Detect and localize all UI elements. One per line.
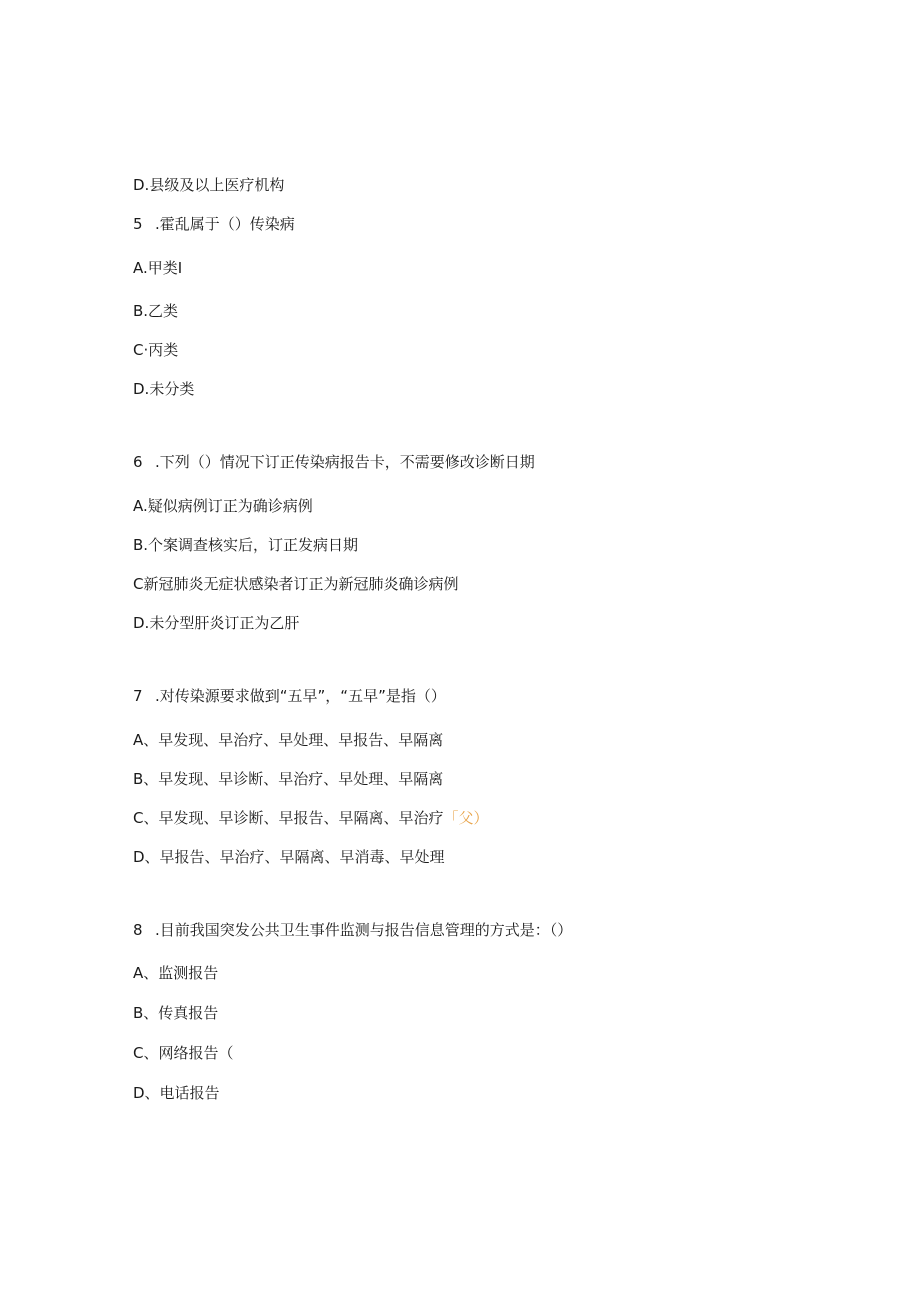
question-6-option-c: C新冠肺炎无症状感染者订正为新冠肺炎确诊病例 xyxy=(133,575,459,593)
question-6-option-d: D.未分型肝炎订正为乙肝 xyxy=(133,614,300,632)
question-number: 5 xyxy=(133,215,143,233)
question-8-option-a: A、监测报告 xyxy=(133,964,219,982)
question-7-option-c xyxy=(133,808,489,828)
question-7-option-b: B、早发现、早诊断、早治疗、早处理、早隔离 xyxy=(133,770,444,788)
question-text: .对传染源要求做到“五早”，“五早”是指（） xyxy=(155,687,446,705)
question-5-option-c: C·丙类 xyxy=(133,341,179,359)
question-7-option-d: D、早报告、早治疗、早隔离、早消毒、早处理 xyxy=(133,848,445,866)
question-text: .下列（）情况下订正传染病报告卡，不需要修改诊断日期 xyxy=(155,453,535,471)
question-6-option-a: A.疑似病例订正为确诊病例 xyxy=(133,497,313,515)
question-5-option-a: A.甲类I xyxy=(133,259,183,277)
question-8-stem xyxy=(133,920,572,940)
answer-mark: 「父） xyxy=(443,809,489,827)
question-5-stem xyxy=(133,214,295,234)
question-8-option-b: B、传真报告 xyxy=(133,1004,219,1022)
question-8-option-d: D、电话报告 xyxy=(133,1084,220,1102)
question-7-stem xyxy=(133,686,446,706)
question-text: .霍乱属于（）传染病 xyxy=(155,215,295,233)
question-6-option-b: B.个案调查核实后，订正发病日期 xyxy=(133,536,359,554)
option-text: C、早发现、早诊断、早报告、早隔离、早治疗 xyxy=(133,809,444,827)
question-5-option-b: B.乙类 xyxy=(133,302,179,320)
question-7-option-a: A、早发现、早治疗、早处理、早报告、早隔离 xyxy=(133,731,444,749)
question-4-option-d: D.县级及以上医疗机构 xyxy=(133,176,285,194)
question-number: 6 xyxy=(133,453,143,471)
question-number: 7 xyxy=(133,687,143,705)
question-8-option-c: C、网络报告（ xyxy=(133,1044,234,1062)
question-number: 8 xyxy=(133,921,143,939)
question-5-option-d: D.未分类 xyxy=(133,380,195,398)
question-6-stem xyxy=(133,452,535,472)
question-text: .目前我国突发公共卫生事件监测与报告信息管理的方式是：（） xyxy=(155,921,573,939)
